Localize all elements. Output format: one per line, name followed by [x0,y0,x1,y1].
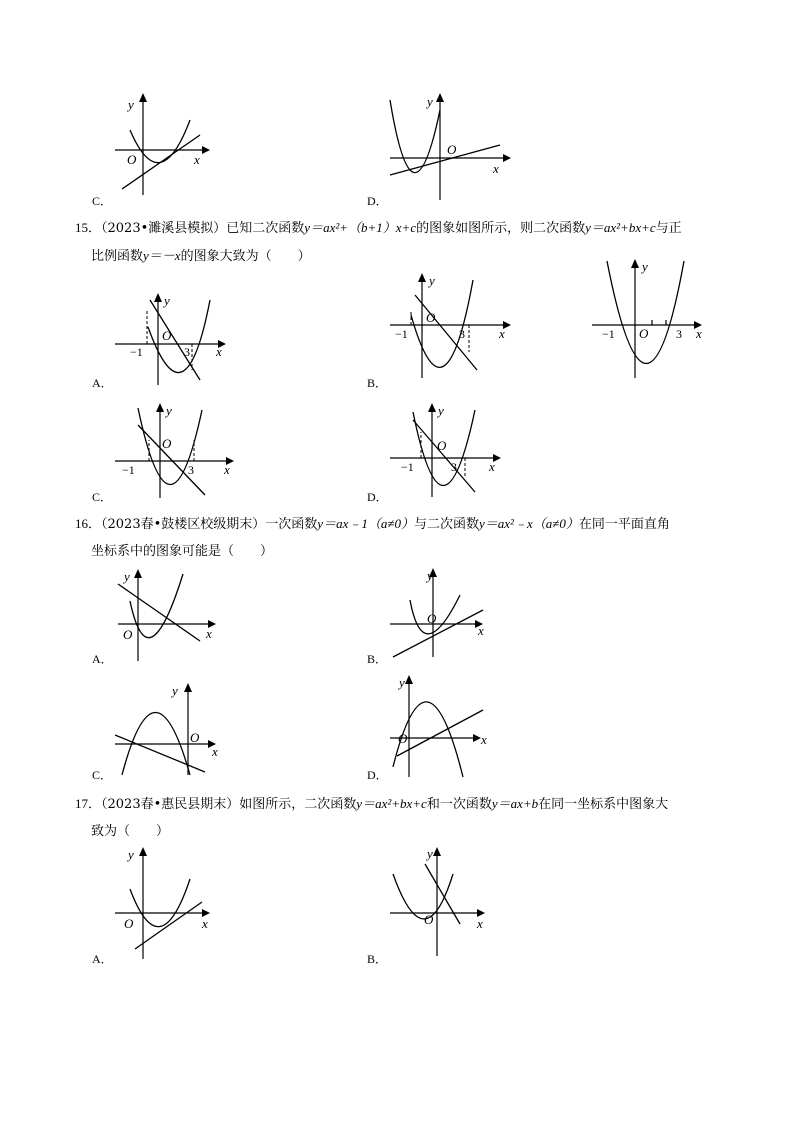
svg-text:−1: −1 [602,327,615,341]
q14-graph-c [110,90,230,200]
svg-text:O: O [424,912,434,927]
svg-text:x: x [478,623,484,638]
svg-text:x: x [489,459,495,474]
svg-text:y: y [166,403,172,418]
svg-text:y: y [438,403,444,418]
svg-text:−1: −1 [401,460,414,474]
svg-text:x: x [696,326,702,341]
q14-graph-d [385,90,525,205]
svg-text:y: y [128,97,134,112]
q16-graph-b [385,565,515,660]
svg-text:y: y [172,683,178,698]
svg-text:O: O [190,730,200,745]
svg-text:O: O [127,152,137,167]
svg-text:−1: −1 [122,463,135,477]
svg-text:y: y [429,273,435,288]
q15-graph-a [110,290,240,390]
svg-text:y: y [128,847,134,862]
q15-reference-graph [592,256,712,381]
q16-option-c-label[interactable]: C． [92,768,113,782]
svg-text:O: O [123,627,133,642]
svg-text:y: y [124,569,130,584]
svg-text:O: O [437,438,447,453]
q16-option-a-label[interactable]: A． [92,652,113,666]
q15-option-c-label[interactable]: C． [92,490,113,504]
q15-option-b-label[interactable]: B． [367,376,388,390]
svg-text:y: y [427,846,433,861]
q16-option-d-label[interactable]: D． [367,768,388,782]
svg-text:x: x [499,326,505,341]
svg-text:O: O [427,611,437,626]
svg-text:x: x [212,744,218,759]
svg-text:3: 3 [188,463,194,477]
svg-text:O: O [162,436,172,451]
q14-option-d-label[interactable]: D． [367,194,388,208]
svg-text:x: x [206,626,212,641]
svg-text:O: O [124,916,134,931]
svg-text:O: O [398,731,408,746]
svg-text:−1: −1 [395,327,408,341]
svg-text:3: 3 [184,345,190,359]
q15-graph-b [385,270,515,380]
q16-graph-c [110,680,240,780]
svg-text:−1: −1 [130,345,143,359]
q17-option-a-label[interactable]: A． [92,952,113,966]
svg-text:3: 3 [459,327,465,341]
svg-text:x: x [481,732,487,747]
svg-text:x: x [477,916,483,931]
q17-graph-b [385,844,505,964]
q15-option-d-label[interactable]: D． [367,490,388,504]
q17-text: 17．（2023春•惠民县期末）如图所示，二次函数y＝ax²+bx+c和一次函数y＝ax+b在同一坐标系中图象大 致为（ ） [75,796,669,839]
svg-text:x: x [216,344,222,359]
svg-text:O: O [447,142,457,157]
svg-text:O: O [426,310,436,325]
svg-text:3: 3 [676,327,682,341]
q17-graph-a [110,844,230,964]
q16-text: 16．（2023春•鼓楼区校级期末）一次函数y＝ax﹣1（a≠0）与二次函数y＝ax²﹣x（a≠0）在同一平面直角 坐标系中的图象可能是（ ） [75,516,670,559]
svg-text:y: y [642,259,648,274]
svg-text:y: y [427,568,433,583]
svg-text:y: y [427,94,433,109]
q15-text: 15．（2023•濉溪县模拟）已知二次函数y＝ax²+（b+1）x+c的图象如图所示，则二次函数y＝ax²+bx+c与正 比例函数y＝－x的图象大致为（ ） [75,220,682,264]
q16-graph-a [110,566,230,666]
svg-text:x: x [493,161,499,176]
svg-text:x: x [194,152,200,167]
q17-option-b-label[interactable]: B． [367,952,388,966]
svg-text:3: 3 [451,460,457,474]
q14-option-c-label[interactable]: C． [92,194,113,208]
q15-graph-c [110,400,240,500]
svg-text:y: y [399,675,405,690]
svg-text:x: x [202,916,208,931]
svg-text:x: x [224,462,230,477]
svg-text:O: O [639,326,649,341]
q15-option-a-label[interactable]: A． [92,376,113,390]
svg-text:O: O [162,328,172,343]
q16-graph-d [385,672,515,782]
q15-graph-d [385,400,515,500]
q16-option-b-label[interactable]: B． [367,652,388,666]
svg-text:y: y [164,293,170,308]
